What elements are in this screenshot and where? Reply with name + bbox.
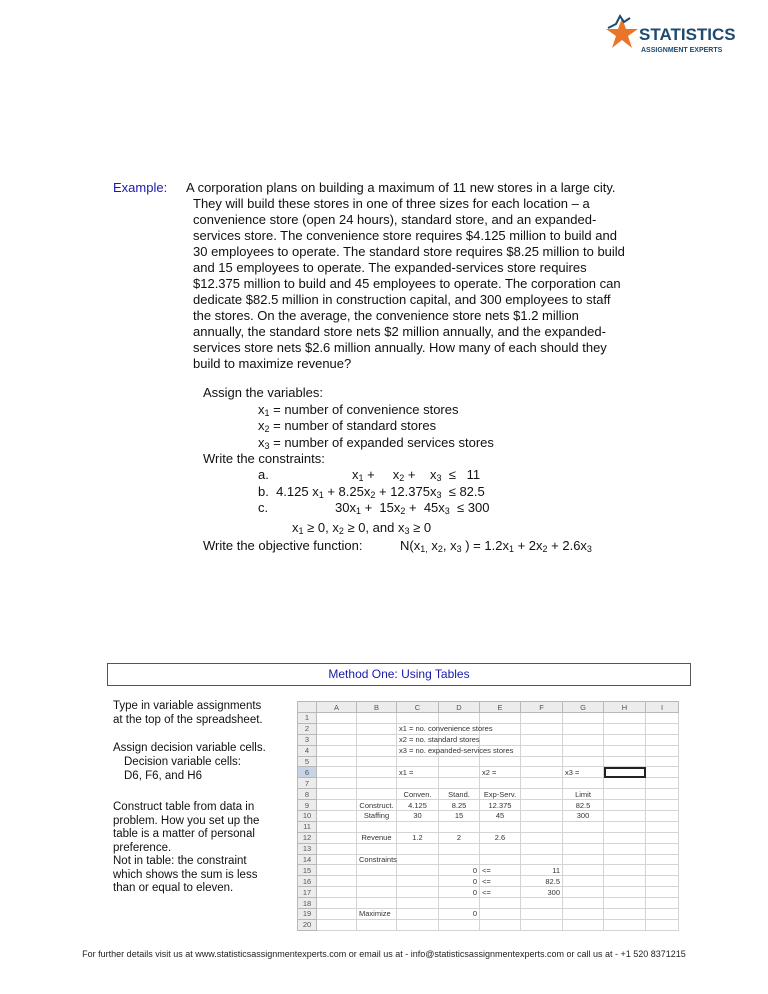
- sheet-cell[interactable]: Conven.: [397, 789, 439, 800]
- sheet-cell[interactable]: Staffing: [357, 811, 397, 822]
- sheet-cell[interactable]: [604, 898, 646, 909]
- constraint-b: b. 4.125 $x_1 + 8.25x_2 + 12.375x_3 \le 82.5$: [258, 484, 485, 500]
- sheet-cell[interactable]: 82.5: [521, 876, 563, 887]
- var-x2: $x_2$ = number of standard stores: [258, 418, 437, 434]
- side-note-line: at the top of the spreadsheet.: [113, 713, 263, 726]
- sheet-cell[interactable]: [317, 832, 357, 843]
- sheet-cell[interactable]: [521, 919, 563, 930]
- sheet-cell[interactable]: [357, 745, 397, 756]
- sheet-cell[interactable]: [317, 800, 357, 811]
- sheet-cell[interactable]: [317, 821, 357, 832]
- side-note-line: than or equal to eleven.: [113, 882, 234, 894]
- row-header[interactable]: 19: [298, 909, 317, 920]
- sheet-cell[interactable]: [563, 865, 604, 876]
- assign-heading: Assign the variables:: [203, 385, 323, 400]
- sheet-row: [298, 800, 679, 811]
- var-x1-text: = number of convenience stores: [269, 402, 459, 417]
- sheet-cell[interactable]: [357, 898, 397, 909]
- example-line: $12.375 million to build and 45 employees to operate. The corporation can: [193, 276, 621, 291]
- sheet-cell[interactable]: x1 = no. convenience stores: [397, 723, 439, 734]
- objective-heading: Write the objective function:: [203, 538, 363, 553]
- sheet-cell[interactable]: 12.375: [480, 800, 521, 811]
- sheet-cell[interactable]: [480, 778, 521, 789]
- row-header[interactable]: 6: [298, 767, 317, 778]
- sheet-row: [298, 713, 679, 724]
- sheet-cell[interactable]: [317, 734, 357, 745]
- sheet-cell[interactable]: [604, 800, 646, 811]
- example-line: and 15 employees to operate. The expanded-services store requires: [193, 260, 587, 275]
- sheet-cell[interactable]: [521, 713, 563, 724]
- sheet-cell[interactable]: 1.2: [397, 832, 439, 843]
- sheet-cell[interactable]: [646, 800, 679, 811]
- sheet-cell[interactable]: [563, 854, 604, 865]
- example-line: A corporation plans on building a maximum of 11 new stores in a large city.: [186, 180, 616, 195]
- row-header[interactable]: 7: [298, 778, 317, 789]
- example-line: dedicate $82.5 million in construction capital, and 300 employees to staff: [193, 292, 611, 307]
- sheet-cell[interactable]: 30: [397, 811, 439, 822]
- sheet-row: [298, 734, 679, 745]
- sheet-cell[interactable]: [439, 854, 480, 865]
- constraint-a-label: a.: [258, 467, 269, 482]
- sheet-cell[interactable]: [646, 854, 679, 865]
- row-header[interactable]: 10: [298, 811, 317, 822]
- sheet-cell[interactable]: [604, 919, 646, 930]
- sheet-cell[interactable]: [604, 734, 646, 745]
- row-header[interactable]: 2: [298, 723, 317, 734]
- sheet-cell[interactable]: [397, 909, 439, 920]
- sheet-cell[interactable]: [317, 811, 357, 822]
- constraint-c-label: c.: [258, 500, 269, 515]
- sheet-cell[interactable]: 15: [439, 811, 480, 822]
- sheet-cell[interactable]: [480, 898, 521, 909]
- sheet-cell[interactable]: [439, 898, 480, 909]
- sheet-cell[interactable]: [563, 876, 604, 887]
- sheet-cell[interactable]: [604, 887, 646, 898]
- sheet-cell[interactable]: [357, 876, 397, 887]
- sheet-cell[interactable]: [439, 919, 480, 930]
- sheet-cell[interactable]: 11: [521, 865, 563, 876]
- row-header[interactable]: 18: [298, 898, 317, 909]
- var-x1: $x_1$ = number of convenience stores: [258, 402, 459, 418]
- row-header[interactable]: 11: [298, 821, 317, 832]
- sheet-cell[interactable]: 4.125: [397, 800, 439, 811]
- sheet-cell[interactable]: [439, 756, 480, 767]
- sheet-cell[interactable]: [646, 778, 679, 789]
- sheet-cell[interactable]: 300: [521, 887, 563, 898]
- column-header[interactable]: F: [521, 702, 563, 713]
- example-line: convenience store (open 24 hours), standard store, and an expanded-: [193, 212, 597, 227]
- sheet-cell[interactable]: [317, 919, 357, 930]
- sheet-cell[interactable]: [521, 745, 563, 756]
- var-x2-text: = number of standard stores: [269, 418, 437, 433]
- sheet-cell[interactable]: [521, 854, 563, 865]
- row-header[interactable]: 15: [298, 865, 317, 876]
- sheet-row: [298, 767, 679, 778]
- sheet-cell[interactable]: [646, 876, 679, 887]
- sheet-cell[interactable]: [563, 919, 604, 930]
- sheet-row: [298, 723, 679, 734]
- sheet-cell[interactable]: [563, 832, 604, 843]
- sheet-row: [298, 909, 679, 920]
- column-header[interactable]: H: [604, 702, 646, 713]
- sheet-cell[interactable]: [357, 887, 397, 898]
- column-header[interactable]: C: [397, 702, 439, 713]
- sheet-cell[interactable]: [604, 832, 646, 843]
- column-header[interactable]: D: [439, 702, 480, 713]
- sheet-cell[interactable]: [604, 854, 646, 865]
- side-note-3: [113, 801, 259, 896]
- sheet-cell[interactable]: [317, 756, 357, 767]
- sheet-cell[interactable]: [357, 865, 397, 876]
- sheet-cell[interactable]: [604, 723, 646, 734]
- sheet-cell[interactable]: 0: [439, 909, 480, 920]
- sheet-cell[interactable]: Revenue: [357, 832, 397, 843]
- column-header[interactable]: G: [563, 702, 604, 713]
- column-header[interactable]: A: [317, 702, 357, 713]
- sheet-cell[interactable]: [480, 919, 521, 930]
- sheet-cell[interactable]: [317, 909, 357, 920]
- sheet-row: [298, 919, 679, 930]
- sheet-cell[interactable]: 2: [439, 832, 480, 843]
- sheet-cell[interactable]: [439, 767, 480, 778]
- column-header[interactable]: [298, 702, 317, 713]
- side-note-line: Type in variable assignments: [113, 700, 262, 712]
- sheet-cell[interactable]: [397, 854, 439, 865]
- sheet-cell[interactable]: [397, 843, 439, 854]
- sheet-cell[interactable]: [646, 909, 679, 920]
- sheet-cell[interactable]: [604, 909, 646, 920]
- sheet-row: [298, 756, 679, 767]
- sheet-cell[interactable]: [357, 767, 397, 778]
- column-header[interactable]: B: [357, 702, 397, 713]
- sheet-cell[interactable]: [397, 898, 439, 909]
- example-line: services store. The convenience store requires $4.125 million to build and: [193, 228, 617, 243]
- var-x3: $x_3$ = number of expanded services stores: [258, 435, 494, 451]
- row-header[interactable]: 3: [298, 734, 317, 745]
- constraint-a: $x_1$ + $x_2$ + $x_3 \le 11$: [352, 467, 481, 483]
- sheet-cell[interactable]: [563, 843, 604, 854]
- row-header[interactable]: 9: [298, 800, 317, 811]
- sheet-cell[interactable]: [521, 723, 563, 734]
- sheet-cell[interactable]: [357, 734, 397, 745]
- sheet-cell[interactable]: [480, 854, 521, 865]
- sheet-cell[interactable]: [357, 789, 397, 800]
- logo: [604, 14, 739, 58]
- sheet-cell[interactable]: [604, 789, 646, 800]
- sheet-cell[interactable]: [563, 778, 604, 789]
- sheet-cell[interactable]: [646, 898, 679, 909]
- row-header[interactable]: 14: [298, 854, 317, 865]
- constraint-c: $30x_1 + 15x_2 + 45x_3 \le 300$: [335, 500, 490, 516]
- objective-function: $N(x_{1,}$ $x_2$, $x_3$ ) = $1.2x_1 + 2x_2 + 2.6x_3$: [400, 538, 592, 554]
- sheet-cell[interactable]: [317, 898, 357, 909]
- sheet-cell[interactable]: [439, 713, 480, 724]
- side-note-line: Decision variable cells:: [124, 756, 241, 768]
- example-label: Example:: [113, 180, 168, 195]
- sheet-cell[interactable]: [521, 734, 563, 745]
- example-line: services store nets $2.6 million annually. How many of each should they: [193, 340, 607, 355]
- sheet-cell[interactable]: [521, 756, 563, 767]
- side-note-1: [113, 700, 263, 727]
- sheet-cell[interactable]: [563, 713, 604, 724]
- sheet-cell[interactable]: [563, 723, 604, 734]
- sheet-cell[interactable]: [563, 756, 604, 767]
- sheet-cell[interactable]: [357, 778, 397, 789]
- sheet-cell[interactable]: [604, 713, 646, 724]
- sheet-cell[interactable]: [357, 723, 397, 734]
- sheet-row: [298, 778, 679, 789]
- footer: For further details visit us at www.statisticsassignmentexperts.com or email us at - info@statisticsassignmentexperts.com or call us at - +1 520 8371215: [82, 949, 686, 959]
- sheet-cell[interactable]: [397, 756, 439, 767]
- sheet-cell[interactable]: [646, 767, 679, 778]
- sheet-cell[interactable]: [521, 843, 563, 854]
- sheet-cell[interactable]: Constraints: [357, 854, 397, 865]
- side-note-2b: [124, 756, 241, 783]
- sheet-cell[interactable]: [563, 821, 604, 832]
- sheet-cell[interactable]: [563, 887, 604, 898]
- sheet-cell[interactable]: [563, 734, 604, 745]
- sheet-row: [298, 898, 679, 909]
- sheet-cell[interactable]: [521, 832, 563, 843]
- sheet-row: [298, 887, 679, 898]
- sheet-cell[interactable]: [480, 713, 521, 724]
- constraint-b-label: b.: [258, 484, 269, 499]
- example-line: the stores. On the average, the convenience store nets $1.2 million: [193, 308, 579, 323]
- row-header[interactable]: 1: [298, 713, 317, 724]
- row-header[interactable]: 20: [298, 919, 317, 930]
- sheet-cell[interactable]: [604, 778, 646, 789]
- sheet-row: [298, 865, 679, 876]
- row-header[interactable]: 5: [298, 756, 317, 767]
- sheet-cell[interactable]: [439, 778, 480, 789]
- sheet-cell[interactable]: x2 =: [480, 767, 521, 778]
- sheet-cell[interactable]: <=: [480, 865, 521, 876]
- sheet-cell[interactable]: [646, 919, 679, 930]
- sheet-cell[interactable]: [317, 865, 357, 876]
- sheet-cell[interactable]: [521, 778, 563, 789]
- sheet-cell[interactable]: [604, 865, 646, 876]
- sheet-cell[interactable]: Exp-Serv.: [480, 789, 521, 800]
- sheet-cell[interactable]: 8.25: [439, 800, 480, 811]
- side-note-2: [113, 742, 266, 756]
- sheet-row: [298, 789, 679, 800]
- sheet-cell[interactable]: [604, 876, 646, 887]
- sheet-cell[interactable]: [357, 919, 397, 930]
- sheet-cell[interactable]: [317, 854, 357, 865]
- sheet-cell[interactable]: [646, 756, 679, 767]
- sheet-cell[interactable]: [521, 767, 563, 778]
- example-line: 30 employees to operate. The standard store requires $8.25 million to build: [193, 244, 625, 259]
- side-note-line: preference.: [113, 841, 172, 854]
- sheet-cell[interactable]: [521, 909, 563, 920]
- row-header[interactable]: 8: [298, 789, 317, 800]
- sheet-cell[interactable]: [480, 821, 521, 832]
- side-note-line: Construct table from data in: [113, 801, 255, 813]
- sheet-cell[interactable]: [521, 898, 563, 909]
- sheet-cell[interactable]: [604, 756, 646, 767]
- row-header[interactable]: 12: [298, 832, 317, 843]
- sheet-cell[interactable]: [563, 745, 604, 756]
- sheet-cell[interactable]: [317, 713, 357, 724]
- side-note-line: Assign decision variable cells.: [113, 742, 266, 754]
- sheet-cell[interactable]: [317, 745, 357, 756]
- spreadsheet: [297, 701, 678, 932]
- side-note-line: D6, F6, and H6: [124, 769, 202, 782]
- column-header[interactable]: I: [646, 702, 679, 713]
- sheet-cell[interactable]: 2.6: [480, 832, 521, 843]
- side-note-line: Not in table: the constraint: [113, 855, 247, 867]
- sheet-row: [298, 843, 679, 854]
- sheet-cell[interactable]: [480, 909, 521, 920]
- sheet-cell[interactable]: [646, 832, 679, 843]
- sheet-cell[interactable]: Stand.: [439, 789, 480, 800]
- sheet-cell[interactable]: [397, 919, 439, 930]
- sheet-cell[interactable]: [357, 756, 397, 767]
- sheet-cell[interactable]: [439, 843, 480, 854]
- constraints-heading: Write the constraints:: [203, 451, 325, 466]
- sheet-row: [298, 745, 679, 756]
- star-logo-icon: [604, 14, 739, 58]
- sheet-cell[interactable]: [604, 745, 646, 756]
- example-line: They will build these stores in one of three sizes for each location – a: [193, 196, 590, 211]
- sheet-cell[interactable]: [521, 811, 563, 822]
- sheet-cell[interactable]: 0: [439, 887, 480, 898]
- sheet-cell[interactable]: [646, 789, 679, 800]
- row-header[interactable]: 16: [298, 876, 317, 887]
- sheet-cell[interactable]: [397, 865, 439, 876]
- sheet-cell[interactable]: Maximize: [357, 909, 397, 920]
- sheet-cell[interactable]: 82.5: [563, 800, 604, 811]
- sheet-cell[interactable]: [397, 887, 439, 898]
- sheet-cell[interactable]: [317, 789, 357, 800]
- sheet-cell[interactable]: [317, 767, 357, 778]
- row-header[interactable]: 13: [298, 843, 317, 854]
- var-x3-text: = number of expanded services stores: [269, 435, 494, 450]
- svg-text:ASSIGNMENT EXPERTS: ASSIGNMENT EXPERTS: [641, 47, 723, 54]
- sheet-cell[interactable]: 45: [480, 811, 521, 822]
- sheet-row: [298, 832, 679, 843]
- sheet-cell[interactable]: Limit: [563, 789, 604, 800]
- sheet-cell[interactable]: [604, 767, 646, 778]
- sheet-cell[interactable]: [646, 723, 679, 734]
- row-header[interactable]: 17: [298, 887, 317, 898]
- sheet-cell[interactable]: [357, 713, 397, 724]
- column-header[interactable]: E: [480, 702, 521, 713]
- sheet-cell[interactable]: [563, 898, 604, 909]
- sheet-cell[interactable]: [317, 843, 357, 854]
- sheet-cell[interactable]: x3 =: [563, 767, 604, 778]
- sheet-cell[interactable]: [397, 713, 439, 724]
- sheet-row: [298, 821, 679, 832]
- row-header[interactable]: 4: [298, 745, 317, 756]
- sheet-cell[interactable]: [357, 821, 397, 832]
- sheet-cell[interactable]: [563, 909, 604, 920]
- side-note-line: table is a matter of personal: [113, 828, 255, 840]
- sheet-cell[interactable]: <=: [480, 876, 521, 887]
- sheet-row: [298, 876, 679, 887]
- sheet-cell[interactable]: [480, 734, 521, 745]
- sheet-cell[interactable]: x3 = no. expanded-services stores: [397, 745, 439, 756]
- sheet-cell[interactable]: [604, 811, 646, 822]
- sheet-cell[interactable]: [521, 789, 563, 800]
- sheet-cell[interactable]: x2 = no. standard stores: [397, 734, 439, 745]
- sheet-cell[interactable]: [646, 843, 679, 854]
- sheet-cell[interactable]: [646, 745, 679, 756]
- sheet-cell[interactable]: [397, 778, 439, 789]
- sheet-cell[interactable]: [646, 811, 679, 822]
- sheet-cell[interactable]: [317, 876, 357, 887]
- method-title: Method One: Using Tables: [107, 663, 691, 686]
- sheet-cell[interactable]: [521, 821, 563, 832]
- sheet-cell[interactable]: [646, 713, 679, 724]
- sheet-cell[interactable]: [521, 800, 563, 811]
- sheet-cell[interactable]: [480, 843, 521, 854]
- sheet-cell[interactable]: [646, 887, 679, 898]
- sheet-cell[interactable]: [604, 821, 646, 832]
- sheet-cell[interactable]: Construct.: [357, 800, 397, 811]
- sheet-cell[interactable]: 300: [563, 811, 604, 822]
- sheet-cell[interactable]: [317, 887, 357, 898]
- sheet-cell[interactable]: [317, 723, 357, 734]
- example-line: build to maximize revenue?: [193, 356, 352, 371]
- example-line: annually, the standard store nets $2 million annually, and the expanded-: [193, 324, 606, 339]
- sheet-cell[interactable]: [357, 843, 397, 854]
- sheet-cell[interactable]: [397, 821, 439, 832]
- sheet-cell[interactable]: 0: [439, 876, 480, 887]
- sheet-cell[interactable]: [646, 821, 679, 832]
- side-note-line: problem. How you set up the: [113, 814, 260, 827]
- side-note-line: which shows the sum is less: [113, 868, 258, 881]
- sheet-row: [298, 854, 679, 865]
- sheet-cell[interactable]: 0: [439, 865, 480, 876]
- sheet-cell[interactable]: [439, 821, 480, 832]
- sheet-cell[interactable]: x1 =: [397, 767, 439, 778]
- sheet-cell[interactable]: [646, 734, 679, 745]
- sheet-cell[interactable]: [604, 843, 646, 854]
- sheet-cell[interactable]: [317, 778, 357, 789]
- sheet-row: [298, 811, 679, 822]
- sheet-cell[interactable]: [646, 865, 679, 876]
- sheet-cell[interactable]: <=: [480, 887, 521, 898]
- sheet-cell[interactable]: [480, 756, 521, 767]
- svg-text:STATISTICS: STATISTICS: [639, 25, 736, 44]
- sheet-cell[interactable]: [397, 876, 439, 887]
- nonnegativity: $x_1 \ge 0$, $x_2 \ge 0$, and $x_3 \ge 0$: [292, 520, 432, 536]
